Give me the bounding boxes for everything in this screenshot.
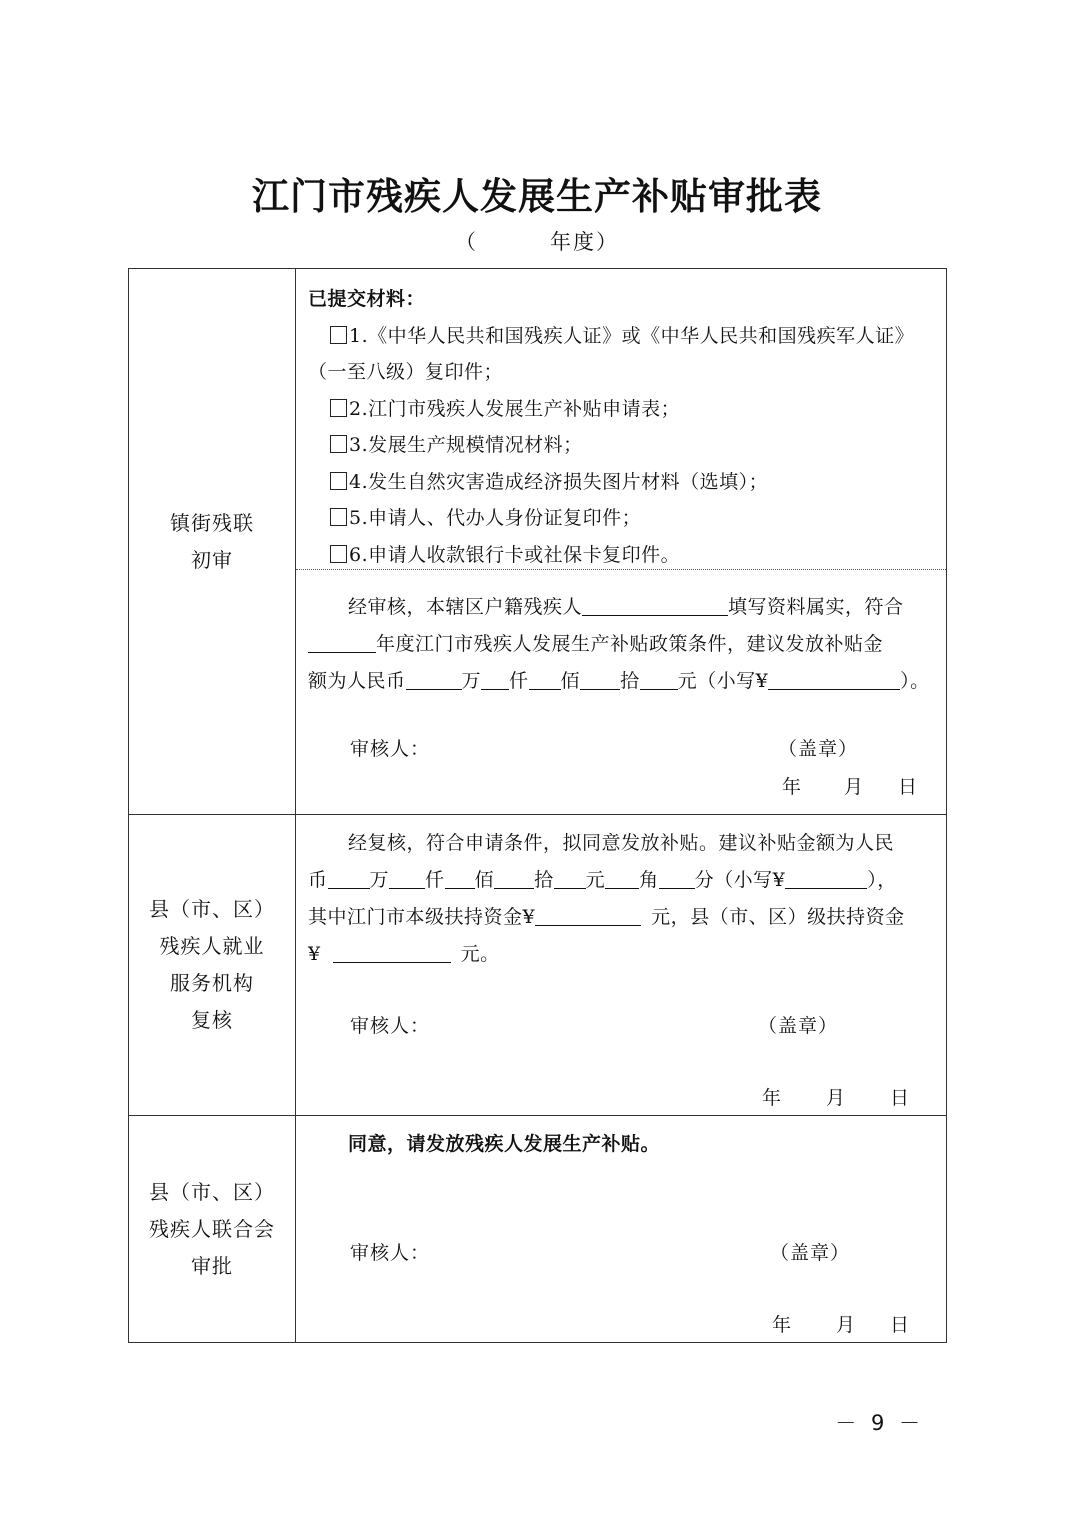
section3-label-line1: 县（市、区） xyxy=(149,1179,275,1204)
section-town-review xyxy=(129,269,947,815)
material-item-5-text: 5.申请人、代办人身份证复印件； xyxy=(349,507,642,529)
section2-reviewer: 审核人： xyxy=(350,1015,431,1037)
section1-reviewer: 审核人： xyxy=(350,738,431,760)
s1-line1-a: 经审核，本辖区户籍残疾人 xyxy=(348,596,583,618)
section3-label-line2: 残疾人联合会 xyxy=(149,1216,275,1241)
section2-label-line1: 县（市、区） xyxy=(149,897,275,921)
s2-jiao-field[interactable] xyxy=(605,866,639,889)
checkbox-3[interactable] xyxy=(330,435,347,453)
s2-unit-wan: 万 xyxy=(369,869,390,891)
section1-content xyxy=(296,269,947,815)
material-item-2-text: 2.江门市残疾人发展生产补贴申请表； xyxy=(349,397,681,420)
date-day: 日 xyxy=(898,776,919,798)
section1-seal: （盖章） xyxy=(778,738,859,760)
year-subtitle xyxy=(0,226,1074,256)
section3-label xyxy=(129,1116,296,1343)
section3-seal: （盖章） xyxy=(770,1242,851,1264)
checkbox-1[interactable] xyxy=(330,326,347,344)
date-month: 月 xyxy=(826,1087,847,1109)
date-month: 月 xyxy=(836,1314,857,1336)
disabled-person-name-field[interactable] xyxy=(582,593,728,616)
s2-line2-end: ）， xyxy=(867,869,897,891)
s2-fen-field[interactable] xyxy=(659,866,695,889)
s2-bai-field[interactable] xyxy=(445,866,475,889)
section1-label-line1: 镇街残联 xyxy=(170,510,254,535)
s2-unit-bai: 佰 xyxy=(474,869,495,891)
date-day: 日 xyxy=(890,1087,911,1109)
material-item-1-text: 1.《中华人民共和国残疾人证》或《中华人民共和国残疾军人证》 xyxy=(349,324,915,347)
materials-list xyxy=(308,281,940,573)
approval-statement: 同意，请发放残疾人发展生产补贴。 xyxy=(348,1133,661,1155)
section2-date xyxy=(762,1083,910,1110)
section1-date xyxy=(782,772,918,799)
section3-content xyxy=(296,1116,947,1343)
material-item-3 xyxy=(308,427,940,464)
section2-review-paragraph xyxy=(308,825,938,973)
s2-line3-b: 元，县（市、区）级扶持资金 xyxy=(651,906,905,928)
s2-unit-fen-open: 分（小写¥ xyxy=(694,869,786,891)
material-item-6-text: 6.申请人收款银行卡或社保卡复印件。 xyxy=(349,543,681,566)
document-title: 江门市残疾人发展生产补贴审批表 xyxy=(252,174,822,218)
section1-label-line2: 初审 xyxy=(191,547,233,572)
approval-table xyxy=(128,268,947,1343)
section3-reviewer: 审核人： xyxy=(350,1242,431,1264)
material-item-3-text: 3.发展生产规模情况材料； xyxy=(349,434,583,456)
section1-review-paragraph xyxy=(308,589,938,700)
s1-line3-end: ）。 xyxy=(900,670,930,692)
s2-qian-field[interactable] xyxy=(389,866,425,889)
date-year: 年 xyxy=(772,1314,793,1336)
date-year: 年 xyxy=(782,776,803,798)
subtitle-open-paren: （ xyxy=(455,230,478,254)
s2-line4-b: 元。 xyxy=(460,943,500,965)
section2-label-line2: 残疾人就业 xyxy=(159,934,265,958)
date-month: 月 xyxy=(844,776,865,798)
s2-line4-a: ¥ xyxy=(308,943,321,965)
section2-label xyxy=(129,815,296,1116)
s2-unit-qian: 仟 xyxy=(425,869,445,891)
s1-line3-a: 额为人民币 xyxy=(308,670,406,692)
amount-bai-field[interactable] xyxy=(529,667,561,690)
material-item-1 xyxy=(308,318,940,355)
section-county-approval xyxy=(129,1116,947,1343)
county-fund-field[interactable] xyxy=(333,940,451,963)
s2-unit-jiao: 角 xyxy=(639,869,659,891)
s2-line2-a: 币 xyxy=(308,869,328,891)
amount-wan-field[interactable] xyxy=(406,667,462,690)
s2-yuan-field[interactable] xyxy=(554,866,586,889)
s2-unit-shi: 拾 xyxy=(534,869,554,891)
checkbox-5[interactable] xyxy=(330,508,347,526)
material-item-4-text: 4.发生自然灾害造成经济损失图片材料（选填）； xyxy=(349,470,769,493)
subtitle-year-label: 年度） xyxy=(550,230,619,254)
material-item-1-cont: （一至八级）复印件； xyxy=(308,361,504,383)
date-day: 日 xyxy=(890,1314,911,1336)
s2-figure-field[interactable] xyxy=(785,866,867,889)
s2-wan-field[interactable] xyxy=(328,866,370,889)
section2-label-line4: 复核 xyxy=(191,1008,233,1032)
amount-shi-field[interactable] xyxy=(580,667,620,690)
amount-qian-field[interactable] xyxy=(481,667,509,690)
dotted-divider xyxy=(296,569,946,570)
page-number: － 9 － xyxy=(835,1411,924,1435)
amount-yuan-field[interactable] xyxy=(640,667,678,690)
checkbox-4[interactable] xyxy=(330,472,347,490)
s2-unit-yuan: 元 xyxy=(585,869,606,891)
material-item-5 xyxy=(308,500,940,537)
unit-shi: 拾 xyxy=(620,670,640,692)
section3-date xyxy=(772,1310,910,1337)
material-item-2 xyxy=(308,391,940,428)
material-item-6 xyxy=(308,537,940,574)
unit-qian: 仟 xyxy=(509,670,529,692)
material-item-4 xyxy=(308,464,940,501)
s2-line3-a: 其中江门市本级扶持资金¥ xyxy=(308,906,536,928)
unit-bai: 佰 xyxy=(560,670,581,692)
unit-yuan-open: 元（小写¥ xyxy=(677,670,769,692)
date-year: 年 xyxy=(762,1087,783,1109)
checkbox-6[interactable] xyxy=(330,545,347,563)
section2-label-line3: 服务机构 xyxy=(170,971,254,995)
s1-line1-b: 填写资料属实，符合 xyxy=(728,596,904,618)
section3-label-line3: 审批 xyxy=(191,1253,233,1278)
amount-figure-field[interactable] xyxy=(768,667,900,690)
checkbox-2[interactable] xyxy=(330,399,347,417)
s1-line2: 年度江门市残疾人发展生产补贴政策条件，建议发放补贴金 xyxy=(376,633,884,655)
year-field[interactable] xyxy=(308,630,376,653)
s2-shi-field[interactable] xyxy=(494,866,534,889)
materials-heading: 已提交材料： xyxy=(308,288,426,310)
s2-line1: 经复核，符合申请条件，拟同意发放补贴。建议补贴金额为人民 xyxy=(348,832,895,854)
section2-seal: （盖章） xyxy=(758,1015,839,1037)
city-fund-field[interactable] xyxy=(535,903,641,926)
unit-wan: 万 xyxy=(461,670,482,692)
section-county-recheck xyxy=(129,815,947,1116)
section1-label xyxy=(129,269,296,815)
section2-content xyxy=(296,815,947,1116)
